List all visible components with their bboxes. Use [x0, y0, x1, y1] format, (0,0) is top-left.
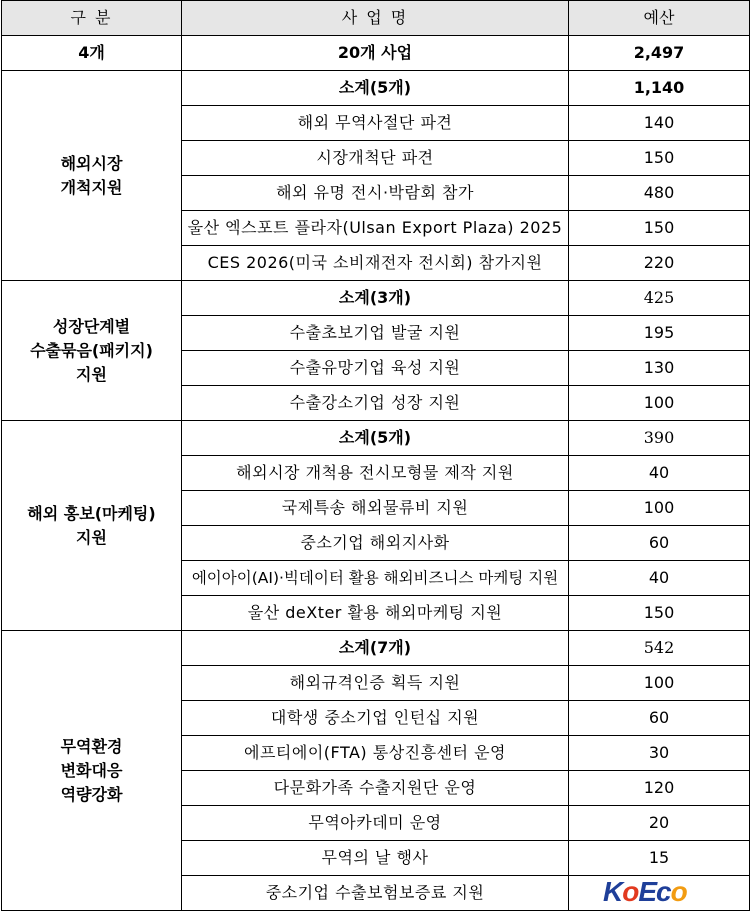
project-budget: 195	[569, 316, 750, 351]
subtotal-row	[2, 281, 750, 316]
header-project: 사 업 명	[182, 1, 569, 36]
project-name: 수출초보기업 발굴 지원	[182, 316, 569, 351]
project-budget: 40	[569, 561, 750, 596]
subtotal-label: 소계(7개)	[182, 631, 569, 666]
project-budget: 150	[569, 141, 750, 176]
header-budget: 예산	[569, 1, 750, 36]
project-budget: 60	[569, 701, 750, 736]
category-label-line: 무역환경	[60, 736, 123, 756]
project-name: 대학생 중소기업 인턴십 지원	[182, 701, 569, 736]
project-budget: 60	[569, 526, 750, 561]
subtotal-label: 소계(3개)	[182, 281, 569, 316]
category-cell	[2, 631, 182, 911]
project-name: 다문화가족 수출지원단 운영	[182, 771, 569, 806]
project-name: 울산 엑스포트 플라자(Ulsan Export Plaza) 2025	[182, 211, 569, 246]
project-name: 해외시장 개척용 전시모형물 제작 지원	[182, 456, 569, 491]
subtotal-value: 1,140	[569, 71, 750, 106]
category-label-line: 지원	[76, 527, 107, 547]
project-budget: 480	[569, 176, 750, 211]
subtotal-value: 542	[569, 631, 750, 666]
category-label-line: 지원	[76, 364, 107, 384]
category-cell	[2, 71, 182, 281]
project-name: 에이아이(AI)·빅데이터 활용 해외비즈니스 마케팅 지원	[182, 561, 569, 596]
category-label-line: 역량강화	[60, 784, 123, 804]
project-name: 수출유망기업 육성 지원	[182, 351, 569, 386]
category-label-line: 변화대응	[60, 760, 123, 780]
total-budget: 2,497	[569, 36, 750, 71]
project-budget: 220	[569, 246, 750, 281]
project-budget: 100	[569, 386, 750, 421]
category-label-line: 개척지원	[60, 177, 123, 197]
project-budget: 150	[569, 211, 750, 246]
total-row	[2, 36, 750, 71]
project-budget: 100	[569, 666, 750, 701]
category-cell	[2, 281, 182, 421]
category-cell	[2, 421, 182, 631]
project-name: 국제특송 해외물류비 지원	[182, 491, 569, 526]
project-budget: 20	[569, 806, 750, 841]
project-budget: 100	[569, 491, 750, 526]
project-budget: 30	[569, 736, 750, 771]
budget-table	[1, 0, 750, 911]
subtotal-label: 소계(5개)	[182, 71, 569, 106]
project-budget: 140	[569, 106, 750, 141]
category-label-line: 수출묶음(패키지)	[30, 340, 153, 360]
project-budget: 40	[569, 456, 750, 491]
project-name: 중소기업 해외지사화	[182, 526, 569, 561]
project-name: 울산 deXter 활용 해외마케팅 지원	[182, 596, 569, 631]
project-name: CES 2026(미국 소비재전자 전시회) 참가지원	[182, 246, 569, 281]
total-project: 20개 사업	[182, 36, 569, 71]
project-name: 해외 유명 전시·박람회 참가	[182, 176, 569, 211]
project-name: 해외 무역사절단 파견	[182, 106, 569, 141]
project-name: 에프티에이(FTA) 통상진흥센터 운영	[182, 736, 569, 771]
subtotal-label: 소계(5개)	[182, 421, 569, 456]
subtotal-row	[2, 631, 750, 666]
category-label-line: 성장단계별	[52, 316, 131, 336]
project-name: 시장개척단 파견	[182, 141, 569, 176]
project-name: 무역의 날 행사	[182, 841, 569, 876]
project-budget: 15	[569, 841, 750, 876]
project-budget: 150	[569, 596, 750, 631]
project-name: 무역아카데미 운영	[182, 806, 569, 841]
project-budget: 130	[569, 351, 750, 386]
koeco-logo: KoEco	[603, 876, 687, 907]
subtotal-value: 425	[569, 281, 750, 316]
header-row	[2, 1, 750, 36]
category-label-line: 해외시장	[60, 153, 123, 173]
subtotal-value: 390	[569, 421, 750, 456]
project-name: 해외규격인증 획득 지원	[182, 666, 569, 701]
project-name: 수출강소기업 성장 지원	[182, 386, 569, 421]
header-category: 구 분	[2, 1, 182, 36]
subtotal-row	[2, 421, 750, 456]
category-label-line: 해외 홍보(마케팅)	[27, 503, 156, 523]
total-category: 4개	[2, 36, 182, 71]
subtotal-row	[2, 71, 750, 106]
project-name: 중소기업 수출보험보증료 지원	[182, 876, 569, 911]
project-budget: 120	[569, 771, 750, 806]
